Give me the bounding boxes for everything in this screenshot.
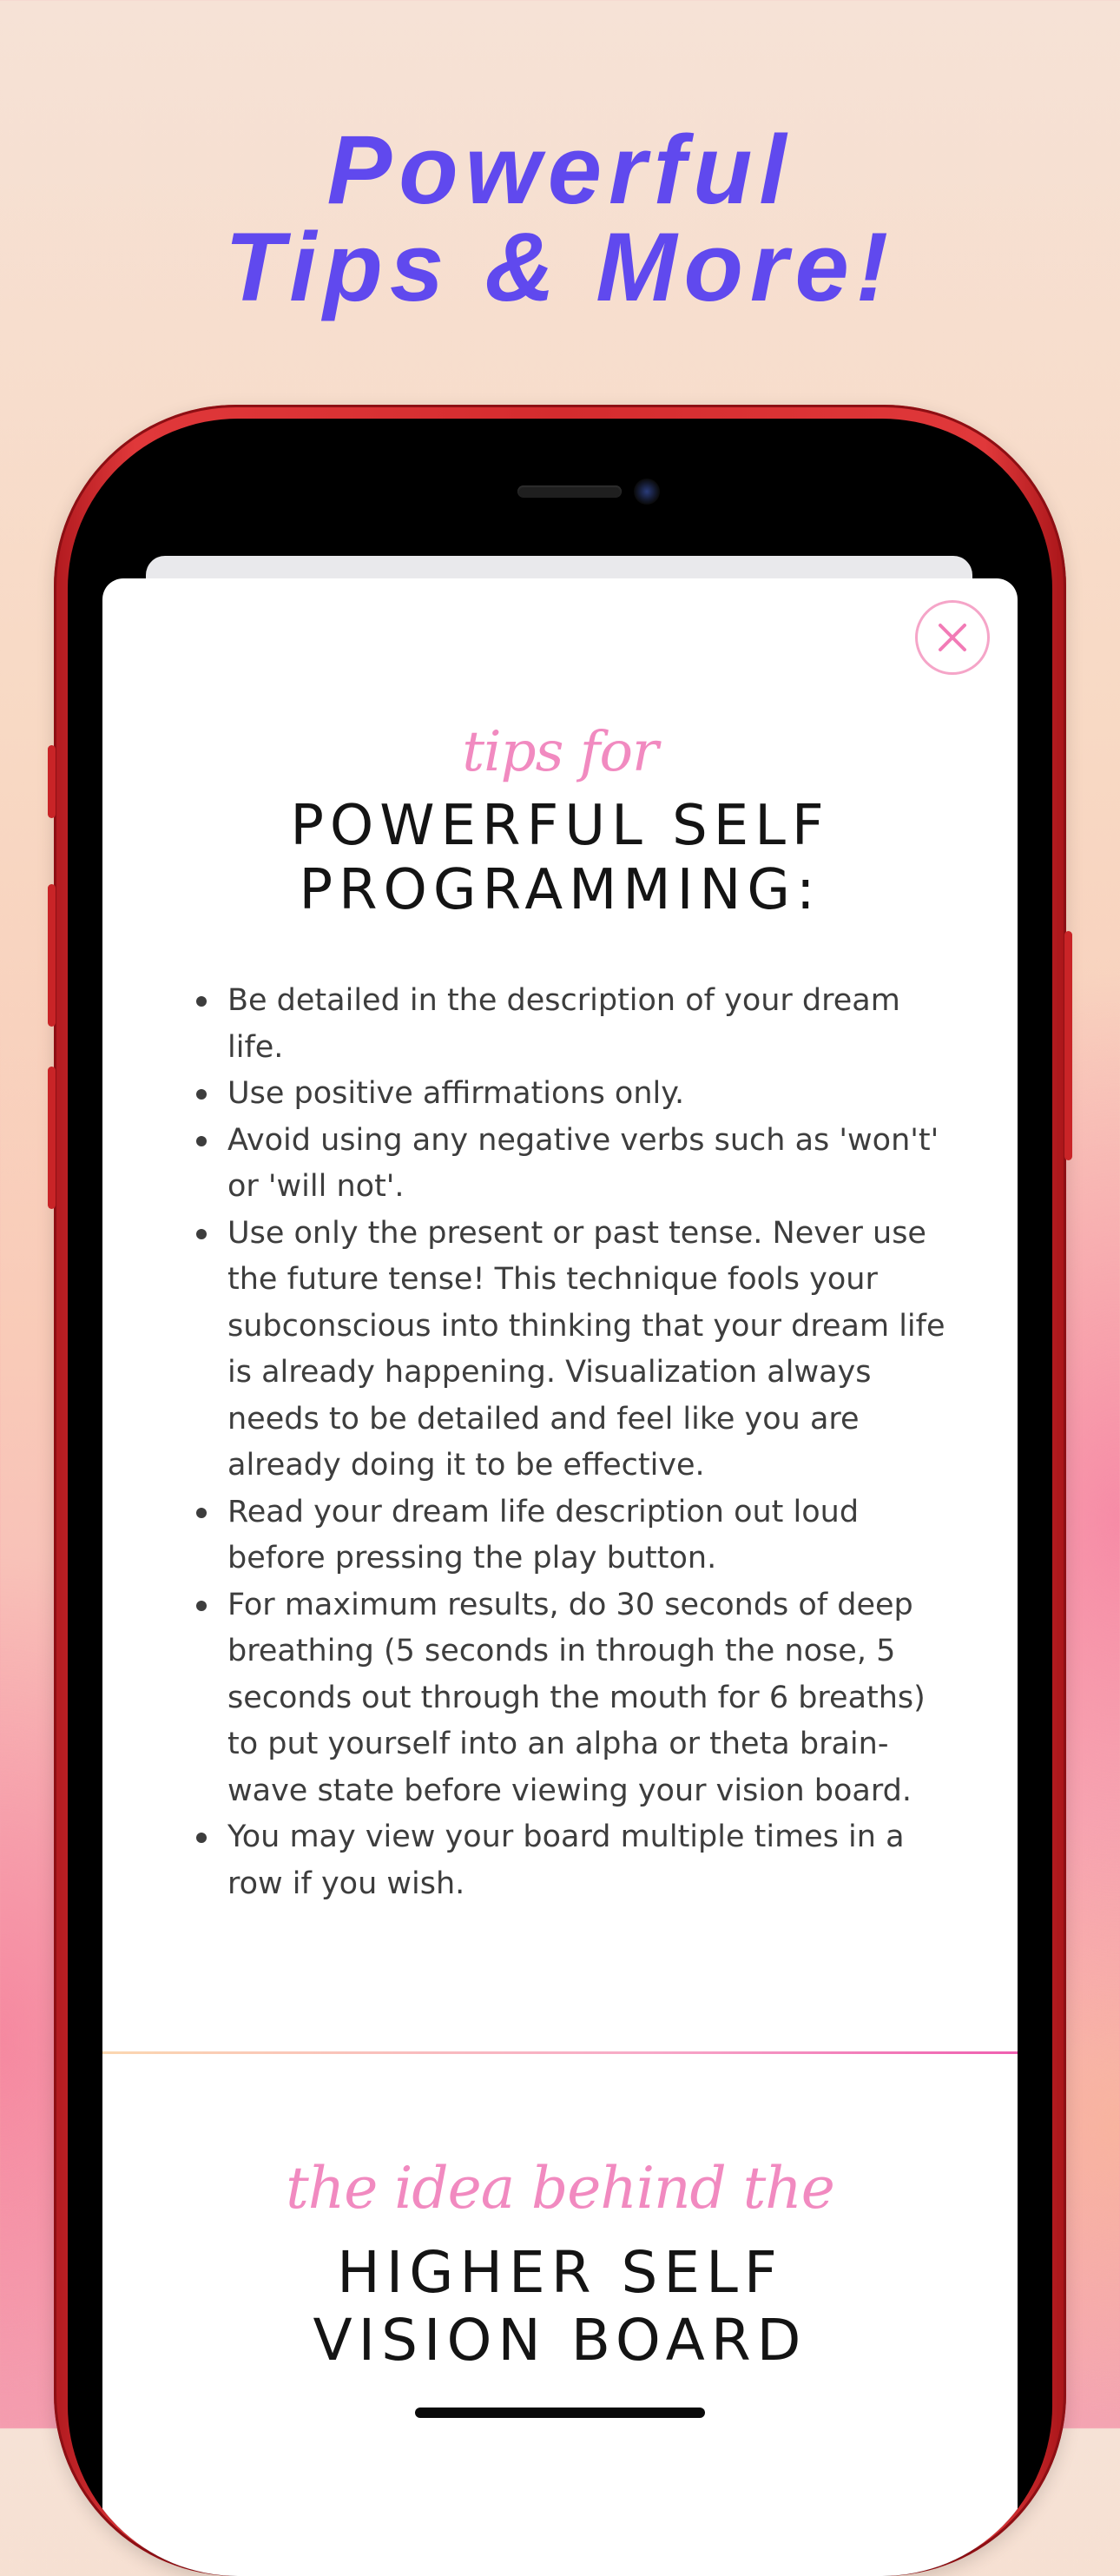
section2-script-heading: the idea behind the (286, 2155, 834, 2222)
section2-title-line-2: VISION BOARD (313, 2307, 807, 2374)
phone-volume-down-button (48, 1067, 56, 1209)
home-indicator[interactable] (415, 2408, 705, 2418)
tips-list (189, 978, 953, 1907)
phone-power-button (1064, 931, 1072, 1160)
headline-line-2: Tips & More! (224, 213, 896, 321)
phone-screen (68, 419, 1052, 2576)
section1-title-line-1: POWERFUL SELF (290, 794, 830, 858)
tip-item: You may view your board multiple times in a row if you wish. (227, 1814, 953, 1907)
close-button[interactable] (915, 600, 990, 675)
section1-title (102, 794, 1018, 922)
headline-line-1: Powerful (326, 116, 794, 224)
section2-title-line-1: HIGHER SELF (337, 2239, 783, 2306)
section2-title (102, 2239, 1018, 2375)
tips-modal-sheet[interactable] (102, 578, 1018, 2576)
section1-title-line-2: PROGRAMMING: (299, 858, 821, 922)
tip-item: Be detailed in the description of your dream life. (227, 978, 953, 1071)
close-icon (935, 620, 970, 655)
tip-item: Avoid using any negative verbs such as 'won't' or 'will not'. (227, 1118, 953, 1211)
phone-silent-switch (48, 745, 56, 818)
promo-headline (0, 116, 1120, 321)
phone-volume-up-button (48, 884, 56, 1027)
earpiece-speaker (517, 485, 622, 498)
tip-item: Use positive affirmations only. (227, 1071, 953, 1118)
front-camera (634, 479, 660, 505)
section-divider (102, 2051, 1018, 2054)
phone-frame (54, 405, 1066, 2576)
tip-item: Use only the present or past tense. Never use the future tense! This technique fools your subconscious into thinking that your dream life is already happening. Visualization always needs to be detailed and feel like you are already doing it to be effective. (227, 1211, 953, 1489)
tip-item: For maximum results, do 30 seconds of deep breathing (5 seconds in through the nose, 5 seconds out through the mouth for 6 breaths) to put yourself into an alpha or theta brain-wave state before viewing your vision board. (227, 1582, 953, 1815)
section1-script-heading: tips for (462, 720, 658, 784)
tip-item: Read your dream life description out loud before pressing the play button. (227, 1489, 953, 1582)
